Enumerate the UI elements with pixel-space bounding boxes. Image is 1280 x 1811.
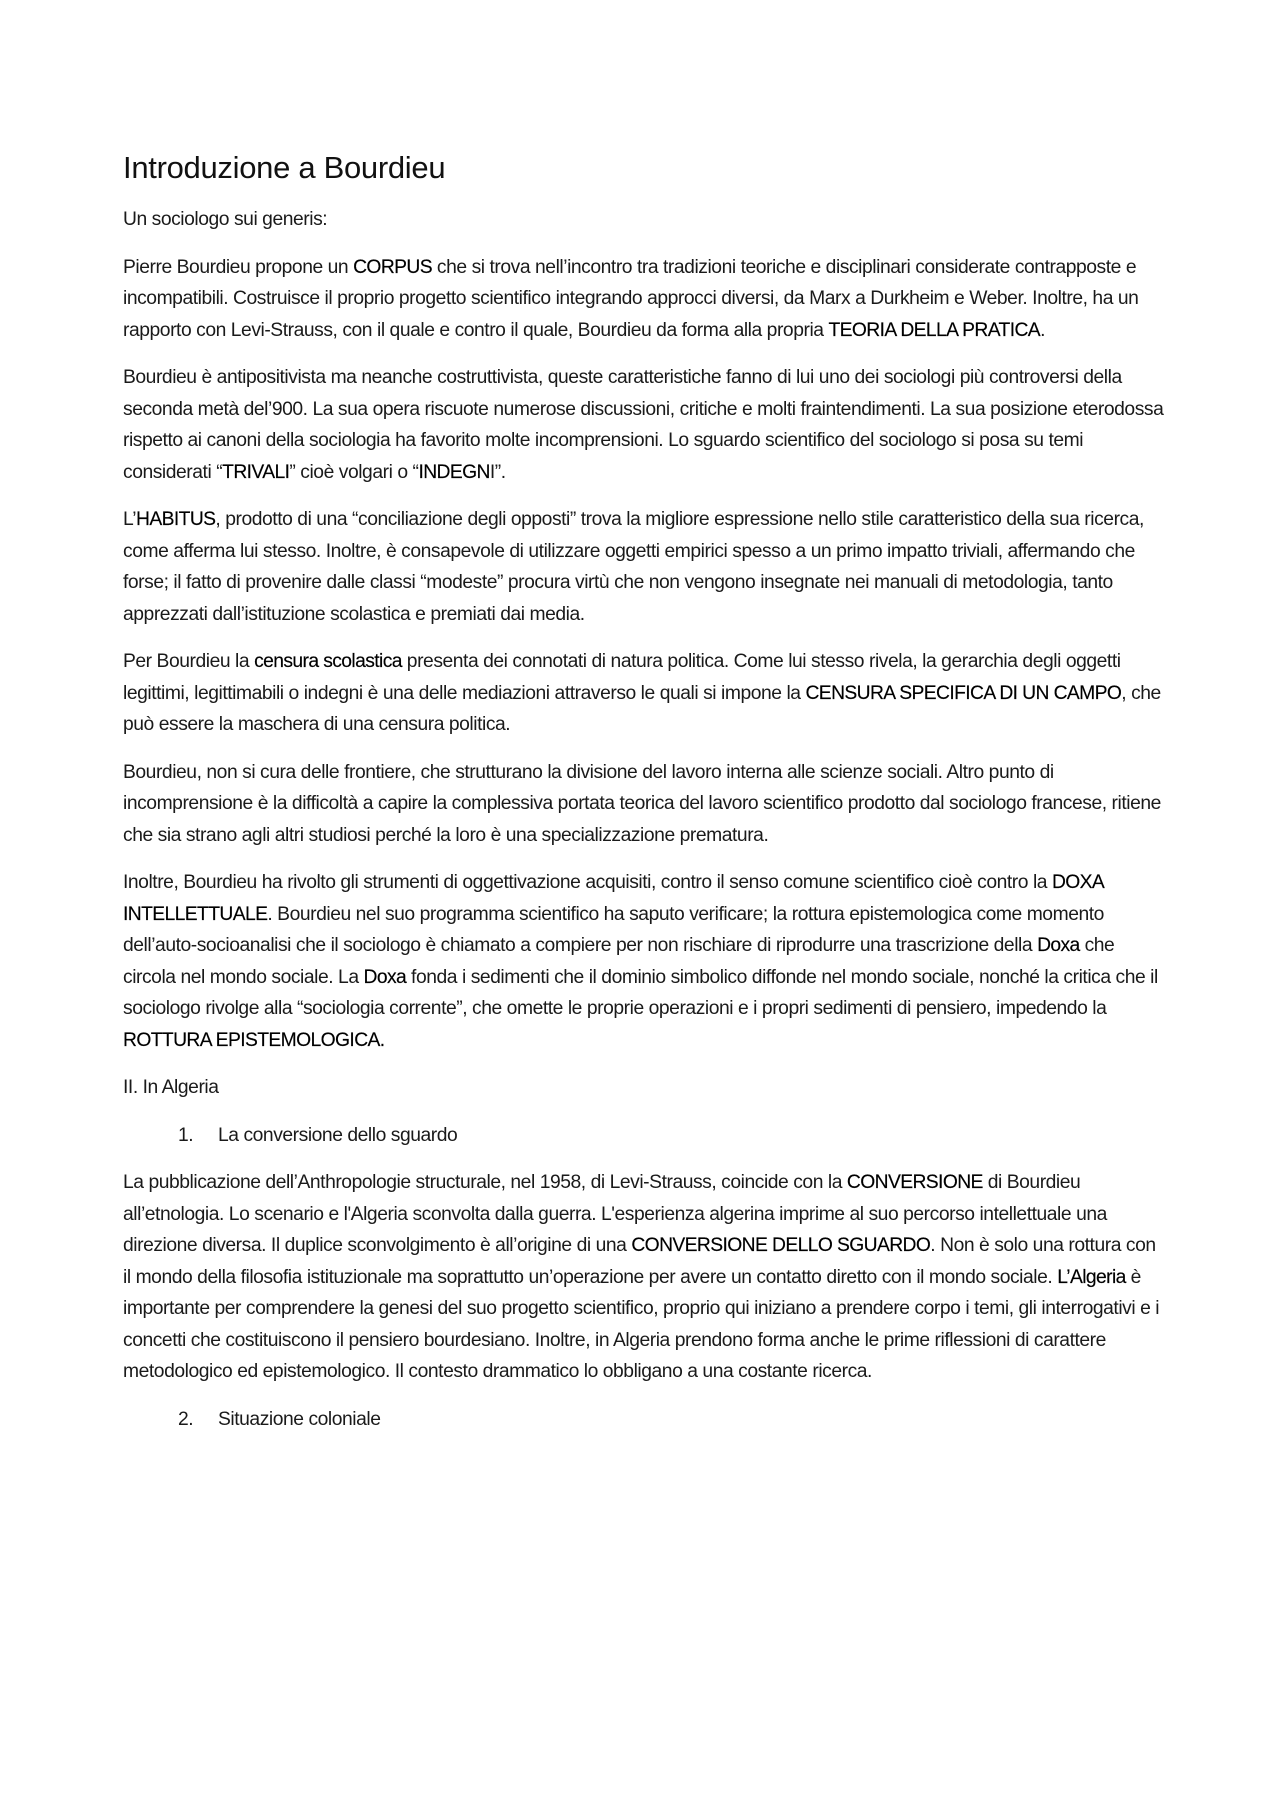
list-number: 2.	[178, 1408, 194, 1430]
paragraph-antipositivista	[123, 362, 1168, 488]
keyword-censura-scolastica: censura scolastica	[254, 651, 402, 672]
text-run: L’	[123, 509, 137, 530]
text-run: che circola nel mondo sociale. La	[123, 935, 1115, 988]
list-item	[178, 1120, 1168, 1152]
list-item	[178, 1404, 1168, 1436]
paragraph-censura	[123, 646, 1168, 741]
keyword-doxa: Doxa	[1037, 935, 1080, 956]
text-run: fonda i sedimenti che il dominio simbolico diffonde nel mondo sociale, nonché la critica che il sociologo rivolge alla “sociologia corrente”, che omette le proprie operazioni e i propri sedimenti di pensiero, impedendo la	[123, 966, 1158, 1019]
keyword-corpus: CORPUS	[353, 256, 433, 278]
paragraph-frontiere: Bourdieu, non si cura delle frontiere, che strutturano la divisione del lavoro interna alle scienze sociali. Altro punto di incomprensione è la difficoltà a capire la complessiva portata teorica del lavoro scientifico prodotto dal sociologo francese, ritiene che sia strano agli altri studiosi perché la loro è una specializzazione prematura.	[123, 761, 1161, 846]
text-run: Inoltre, Bourdieu ha rivolto gli strumenti di oggettivazione acquisiti, contro il senso comune scientifico cioè contro la	[123, 872, 1052, 893]
text-run: ” cioè volgari o “	[289, 461, 419, 483]
paragraph-doxa	[123, 867, 1168, 1056]
numbered-list	[123, 1404, 1168, 1436]
keyword-trivali: TRIVALI	[222, 461, 290, 483]
keyword-doxa: Doxa	[363, 966, 407, 988]
section-heading: II. In Algeria	[123, 1077, 219, 1098]
text-run: I”.	[489, 461, 506, 483]
text-run: .	[1040, 319, 1045, 341]
text-run: è importante per comprendere la genesi del suo progetto scientifico, proprio qui iniziano a prendere corpo i temi, gli interrogativi e i concetti che costituiscono il pensiero bourdesiano. Inoltre, in Algeria prendono forma anche le prime riflessioni di carattere metodologico ed epistemologico. Il contesto drammatico lo obbligano a una costante ricerca.	[123, 1266, 1160, 1382]
keyword-indegni: INDEGN	[418, 461, 490, 483]
text-run: , prodotto di una “conciliazione degli opposti” trova la migliore espressione nello stile caratteristico della sua ricerca, come afferma lui stesso. Inoltre, è consapevole di utilizzare oggetti empirici spesso a un primo impatto triviali, affermando che forse; il fatto di provenire dalle classi “modeste” procura virtù che non vengono insegnate nei manuali di metodologia, tanto apprezzati dall’istituzione scolastica e premiati dai media.	[123, 509, 1144, 625]
keyword-rottura-epistemologica: ROTTURA EPISTEMOLOGICA.	[123, 1029, 385, 1051]
keyword-teoria-della-pratica: TEORIA DELLA PRATICA	[828, 319, 1041, 341]
text-run: La pubblicazione dell’Anthropologie structurale, nel 1958, di Levi-Strauss, coincide con la	[123, 1172, 847, 1193]
paragraph-corpus	[123, 252, 1168, 347]
keyword-habitus: HABITUS	[136, 509, 216, 530]
text-run: presenta dei connotati di natura politica. Come lui stesso rivela, la gerarchia degli oggetti legittimi, legittimabili o indegni è una delle mediazioni attraverso le quali si impone la	[123, 651, 1121, 704]
paragraph-conversione	[123, 1167, 1168, 1388]
keyword-conversione: CONVERSIONE	[846, 1172, 983, 1193]
keyword-censura-specifica: CENSURA SPECIFICA DI UN CAMPO	[805, 682, 1122, 704]
text-run: di Bourdieu all’etnologia. Lo scenario e l'Algeria sconvolta dalla guerra. L'esperienza algerina imprime al suo percorso intellettuale una direzione diversa. Il duplice sconvolgimento è all’origine di una	[123, 1172, 1107, 1256]
keyword-algeria: L’Algeria	[1057, 1266, 1126, 1288]
keyword-doxa-intellettuale: DOXA INTELLETTUALE	[123, 872, 1104, 925]
subtitle: Un sociologo sui generis:	[123, 209, 328, 230]
list-number: 1.	[178, 1124, 194, 1146]
text-run: Bourdieu è antipositivista ma neanche costruttivista, queste caratteristiche fanno di lui uno dei sociologi più controversi della seconda metà del’900. La sua opera riscuote numerose discussioni, critiche e molti fraintendimenti. La sua posizione eterodossa rispetto ai canoni della sociologia ha favorito molte incomprensioni. Lo sguardo scientifico del sociologo si posa su temi considerati “	[123, 367, 1164, 483]
list-item-label: Situazione coloniale	[218, 1408, 381, 1430]
text-run: , che può essere la maschera di una censura politica.	[123, 682, 1161, 735]
keyword-conversione-dello-sguardo: CONVERSIONE DELLO SGUARDO	[631, 1235, 931, 1256]
text-run: . Non è solo una rottura con il mondo della filosofia istituzionale ma soprattutto un’operazione per avere un contatto diretto con il mondo sociale.	[123, 1235, 1156, 1288]
text-run: che si trova nell’incontro tra tradizioni teoriche e disciplinari considerate contrapposte e incompatibili. Costruisce il proprio progetto scientifico integrando approcci diversi, da Marx a Durkheim e Weber. Inoltre, ha un rapporto con Levi-Strauss, con il quale e contro il quale, Bourdieu da forma alla propria	[123, 256, 1139, 341]
paragraph-habitus	[123, 504, 1168, 630]
list-item-label: La conversione dello sguardo	[218, 1124, 458, 1146]
page-title: Introduzione a Bourdieu	[123, 150, 446, 185]
text-run: . Bourdieu nel suo programma scientifico ha saputo verificare; la rottura epistemologica come momento dell’auto-socioanalisi che il sociologo è chiamato a compiere per non rischiare di riprodurre una trascrizione della	[123, 903, 1104, 956]
text-run: Pierre Bourdieu propone un	[123, 256, 354, 278]
numbered-list	[123, 1120, 1168, 1152]
text-run: Per Bourdieu la	[123, 651, 255, 672]
